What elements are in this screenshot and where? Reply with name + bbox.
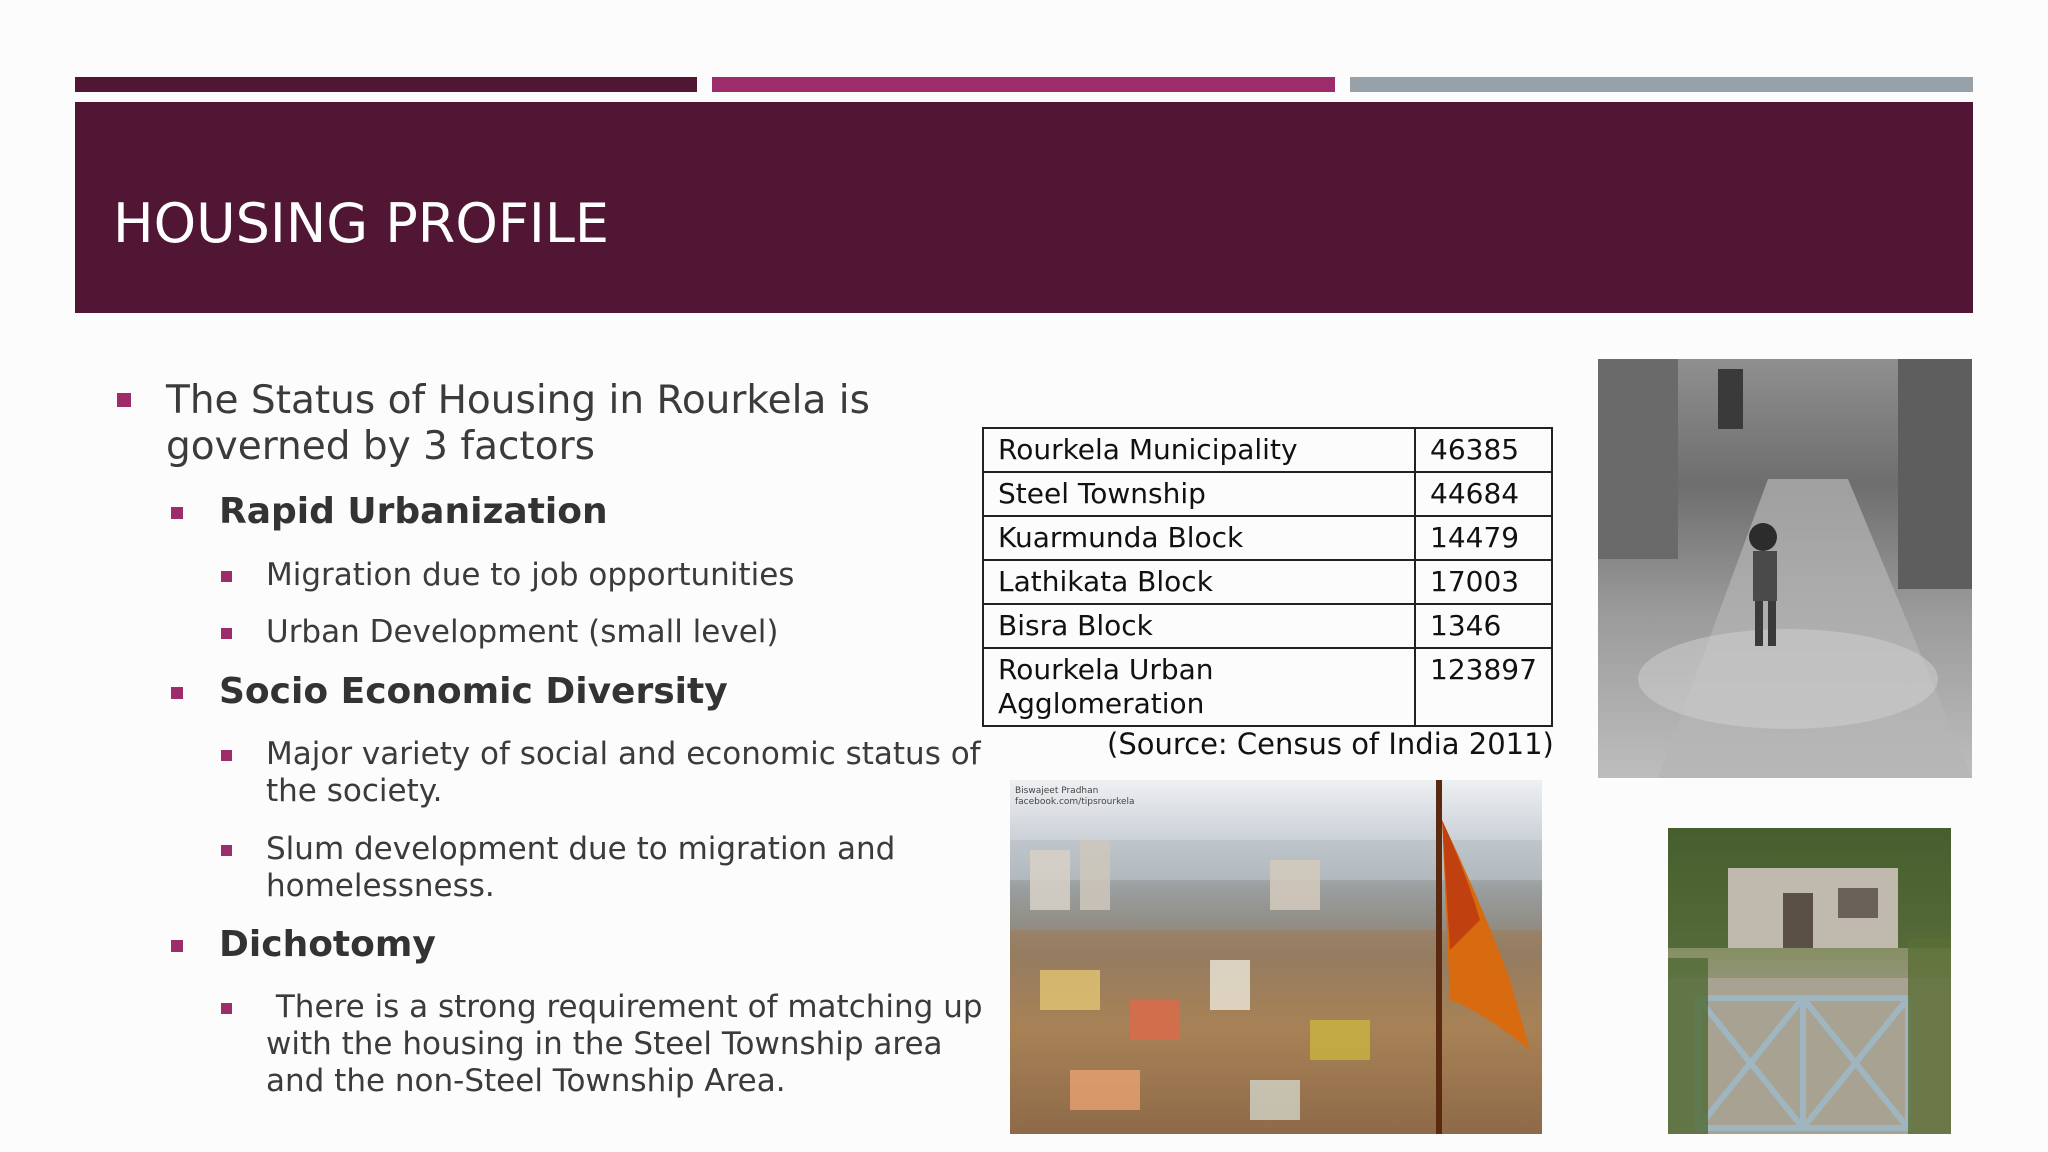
table-cell-name: Lathikata Block [983,560,1415,604]
bullet-dichotomy [171,923,436,967]
bullet-square-icon [171,940,183,952]
bullet-urban-development [221,614,1001,651]
bullet-square-icon [221,750,232,761]
bullet-intro [117,378,926,470]
table-row [983,604,1552,648]
census-table [982,427,1553,727]
flooded-lane-photo-art [1598,359,1972,778]
bullet-socio-economic [171,670,728,714]
table-cell-value: 17003 [1415,560,1552,604]
house-gate-photo [1668,828,1951,1134]
table-cell-value: 44684 [1415,472,1552,516]
bullet-matching-requirement [221,989,1001,1100]
bullet-text: Major variety of social and economic status of the society. [266,736,981,809]
table-cell-name: Rourkela Urban Agglomeration [983,648,1415,726]
table-cell-name: Kuarmunda Block [983,516,1415,560]
bullet-heading: Dichotomy [219,924,436,965]
bullet-square-icon [221,845,232,856]
table-row [983,428,1552,472]
bullet-square-icon [221,1003,232,1014]
bullet-square-icon [221,571,232,582]
table-cell-name: Rourkela Municipality [983,428,1415,472]
table-cell-value: 14479 [1415,516,1552,560]
cityscape-photo-art [1010,780,1542,1134]
photo-credit [1015,786,1135,808]
table-cell-value: 1346 [1415,604,1552,648]
bullet-square-icon [221,628,232,639]
table-row [983,560,1552,604]
table-cell-name: Bisra Block [983,604,1415,648]
bullet-rapid-urbanization [171,490,608,534]
bullet-square-icon [117,393,131,407]
bullet-intro-text: The Status of Housing in Rourkela is governed by 3 factors [166,378,870,469]
slide-title: HOUSING PROFILE [113,192,610,255]
table-source-note: (Source: Census of India 2011) [1107,727,1554,761]
cityscape-photo [1010,780,1542,1134]
photo-credit-link: facebook.com/tipsrourkela [1015,797,1135,807]
bullet-text: There is a strong requirement of matching up with the housing in the Steel Township area and the non-Steel Township Area. [266,989,993,1099]
bullet-heading: Rapid Urbanization [219,491,608,532]
house-gate-photo-art [1668,828,1951,1134]
bullet-slum-development [221,831,1001,905]
bullet-text: Slum development due to migration and homelessness. [266,831,896,904]
table-cell-value: 46385 [1415,428,1552,472]
bullet-text: Urban Development (small level) [266,614,779,650]
table-row [983,472,1552,516]
bullet-social-variety [221,736,1001,810]
table-cell-name: Steel Township [983,472,1415,516]
photo-credit-name: Biswajeet Pradhan [1015,786,1099,796]
table-row [983,516,1552,560]
bullet-square-icon [171,687,183,699]
bullet-square-icon [171,507,183,519]
bullet-text: Migration due to job opportunities [266,557,795,593]
flooded-lane-photo [1598,359,1972,778]
table-cell-value: 123897 [1415,648,1552,726]
bullet-migration [221,557,1001,594]
table-row [983,648,1552,726]
bullet-heading: Socio Economic Diversity [219,671,728,712]
